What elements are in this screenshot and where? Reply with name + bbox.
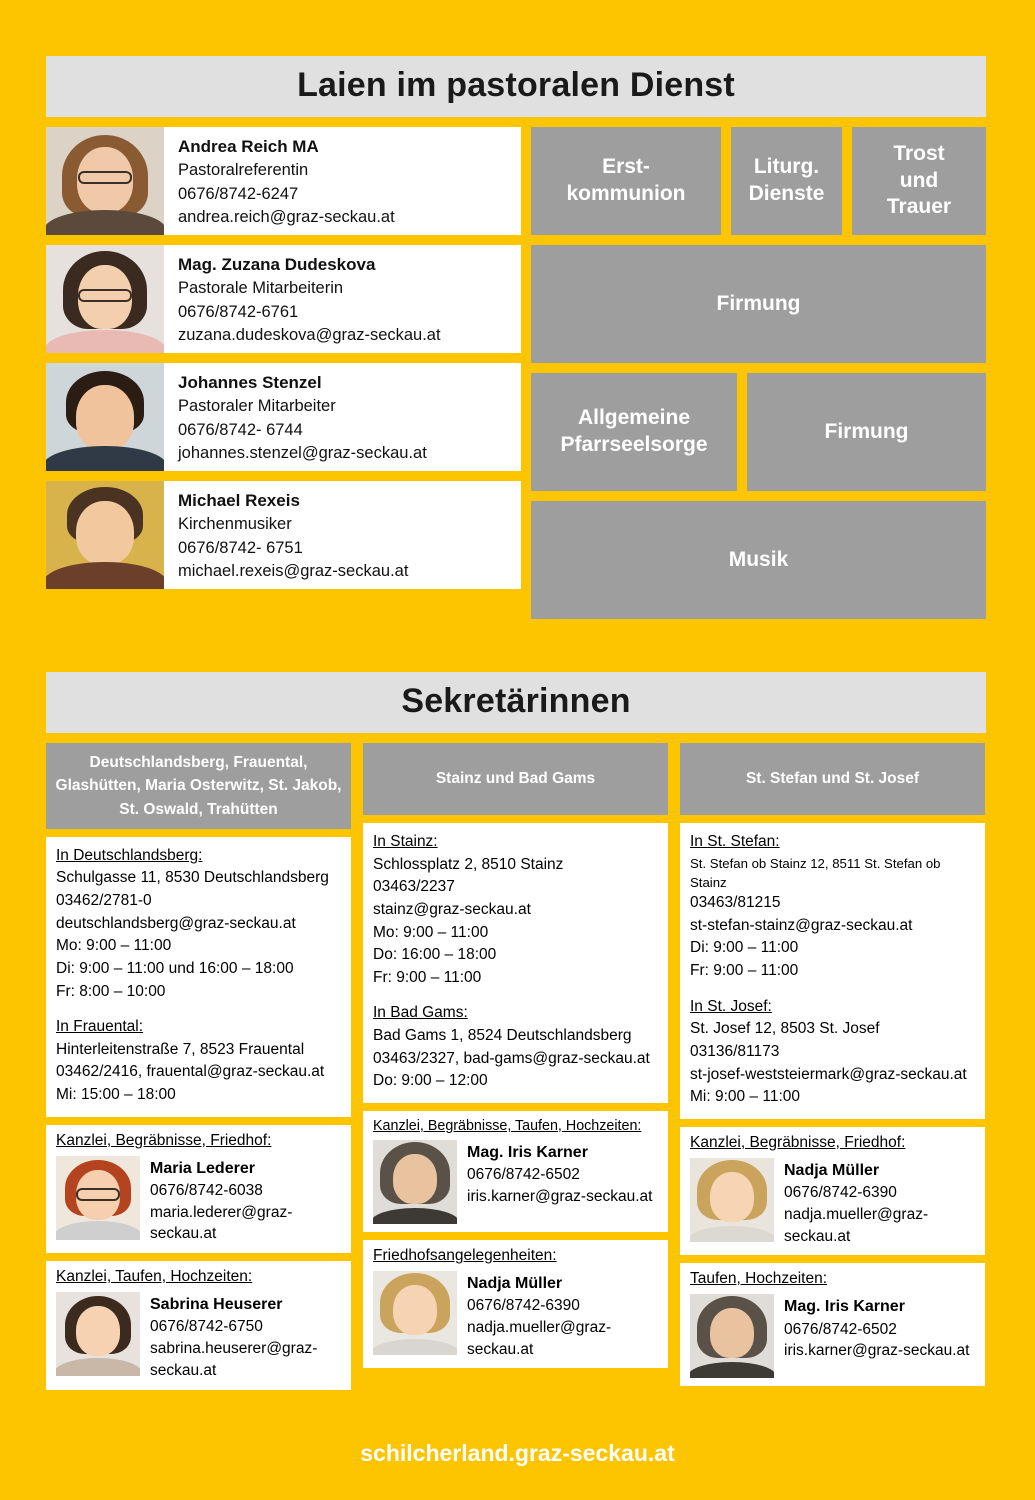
avatar [373, 1140, 457, 1224]
contact-email[interactable]: sabrina.heuserer@graz-seckau.at [150, 1340, 318, 1379]
office-line: 03463/2237 [373, 878, 455, 896]
task-trost-line3: Trauer [886, 195, 952, 219]
avatar [56, 1156, 140, 1240]
office-title: In Stainz: [373, 833, 438, 850]
person-email[interactable]: michael.rexeis@graz-seckau.at [178, 561, 409, 580]
task-firmung-wide: Firmung [531, 245, 986, 363]
office-line: Fr: 9:00 – 11:00 [373, 968, 482, 986]
contact-card [46, 1261, 351, 1389]
task-allgemeine-line1: Allgemeine [577, 406, 691, 430]
office-line: Hinterleitenstraße 7, 8523 Frauental [56, 1040, 305, 1058]
office-title: In Deutschlandsberg: [56, 846, 203, 864]
secretariat-header: Deutschlandsberg, Frauental, Glashütten, Maria Osterwitz, St. Jakob, St. Oswald, Trahütten [46, 743, 351, 829]
task-allgemeine-line2: Pfarrseelsorge [560, 433, 708, 456]
contact-role: Kanzlei, Begräbnisse, Friedhof: [56, 1131, 272, 1149]
person-role: Pastoralreferentin [178, 161, 309, 180]
office-line: Di: 9:00 – 11:00 und 16:00 – 18:00 [56, 959, 294, 977]
secretariat-details [363, 823, 668, 1103]
person-role: Kirchenmusiker [178, 515, 292, 534]
office-line[interactable]: deutschlandsberg@graz-seckau.at [56, 914, 296, 932]
person-role: Pastoraler Mitarbeiter [178, 397, 336, 416]
pastoral-section-title: Laien im pastoralen Dienst [46, 56, 986, 117]
contact-card [46, 1125, 351, 1253]
contact-role: Kanzlei, Taufen, Hochzeiten: [56, 1268, 253, 1286]
person-name: Michael Rexeis [178, 491, 300, 510]
task-row [531, 501, 986, 619]
office-line: Schulgasse 11, 8530 Deutschlandsberg [56, 869, 329, 887]
task-erstkommunion-line2: kommunion [566, 182, 686, 205]
office-line: Mo: 9:00 – 11:00 [56, 937, 172, 955]
person-email[interactable]: johannes.stenzel@graz-seckau.at [178, 443, 427, 462]
task-trost-line1: Trost [893, 141, 945, 165]
contact-email[interactable]: nadja.mueller@graz-seckau.at [784, 1205, 929, 1245]
task-liturg-line1: Liturg. [753, 155, 820, 179]
person-card [46, 127, 521, 235]
person-info [164, 127, 405, 235]
person-info [164, 363, 437, 471]
pastoral-tasks [531, 127, 986, 619]
contact-email[interactable]: iris.karner@graz-seckau.at [784, 1342, 970, 1360]
person-card [46, 363, 521, 471]
secretariat-column [363, 743, 668, 1390]
contact-card [363, 1240, 668, 1368]
office-line: Schlossplatz 2, 8510 Stainz [373, 855, 564, 873]
office-line: Fr: 9:00 – 11:00 [690, 962, 799, 980]
secretariat-section-title: Sekretärinnen [46, 672, 986, 733]
contact-role: Taufen, Hochzeiten: [690, 1270, 828, 1288]
contact-phone: 0676/8742-6390 [467, 1297, 580, 1315]
office-line: St. Stefan ob Stainz 12, 8511 St. Stefan ob Stainz [690, 855, 941, 890]
office-line: Mi: 15:00 – 18:00 [56, 1086, 176, 1103]
contact-email[interactable]: iris.karner@graz-seckau.at [467, 1187, 653, 1205]
contact-card [363, 1111, 668, 1232]
secretariat-section [46, 672, 986, 1390]
contact-role: Kanzlei, Begräbnisse, Friedhof: [690, 1133, 906, 1151]
office-line[interactable]: stainz@graz-seckau.at [373, 900, 531, 918]
contact-name: Mag. Iris Karner [784, 1298, 905, 1316]
person-info [164, 481, 418, 589]
task-trost-line2: und [899, 168, 939, 192]
pastoral-grid [46, 127, 986, 619]
person-phone: 0676/8742- 6744 [178, 420, 303, 439]
person-name: Mag. Zuzana Dudeskova [178, 255, 376, 274]
contact-name: Nadja Müller [467, 1274, 563, 1292]
office-line[interactable]: 03462/2416, frauental@graz-seckau.at [56, 1063, 325, 1081]
avatar [690, 1158, 774, 1242]
contact-name: Nadja Müller [784, 1161, 880, 1179]
secretariat-grid [46, 743, 986, 1390]
contact-card [680, 1127, 985, 1255]
avatar [373, 1271, 457, 1355]
person-info [164, 245, 451, 353]
pastoral-people-list [46, 127, 521, 619]
avatar [46, 127, 164, 235]
task-erstkommunion-line1: Erst- [602, 155, 650, 179]
secretariat-header: Stainz und Bad Gams [363, 743, 668, 815]
office-line: 03463/81215 [690, 894, 781, 912]
person-name: Andrea Reich MA [178, 137, 319, 156]
contact-phone: 0676/8742-6390 [784, 1184, 897, 1202]
task-liturg-line2: Dienste [748, 182, 825, 205]
task-erstkommunion [531, 127, 721, 235]
contact-phone: 0676/8742-6502 [784, 1320, 897, 1338]
secretariat-details [46, 837, 351, 1117]
contact-name: Mag. Iris Karner [467, 1143, 588, 1161]
office-title: In Frauental: [56, 1018, 144, 1036]
office-line: 03462/2781-0 [56, 892, 152, 909]
office-line[interactable]: st-stefan-stainz@graz-seckau.at [690, 916, 913, 934]
avatar [46, 245, 164, 353]
contact-card [680, 1263, 985, 1386]
contact-phone: 0676/8742-6502 [467, 1166, 580, 1184]
contact-role: Friedhofsangelegenheiten: [373, 1246, 557, 1264]
pastoral-section [46, 56, 986, 619]
person-role: Pastorale Mitarbeiterin [178, 279, 344, 298]
person-phone: 0676/8742-6247 [178, 184, 299, 203]
office-line: 03136/81173 [690, 1042, 780, 1060]
contact-name: Maria Lederer [150, 1159, 255, 1177]
office-line: Fr: 8:00 – 10:00 [56, 982, 166, 1000]
person-email[interactable]: zuzana.dudeskova@graz-seckau.at [178, 325, 441, 344]
task-musik: Musik [531, 501, 986, 619]
person-card [46, 481, 521, 589]
office-line[interactable]: st-josef-weststeiermark@graz-seckau.at [690, 1065, 967, 1083]
person-name: Johannes Stenzel [178, 373, 322, 392]
contact-name: Sabrina Heuserer [150, 1296, 283, 1314]
person-phone: 0676/8742-6761 [178, 302, 299, 321]
avatar [46, 481, 164, 589]
office-line: Di: 9:00 – 11:00 [690, 939, 799, 957]
contact-phone: 0676/8742-6038 [150, 1182, 263, 1200]
avatar [690, 1294, 774, 1378]
office-title: In St. Josef: [690, 997, 772, 1015]
office-line: Do: 16:00 – 18:00 [373, 946, 497, 964]
office-line: Mo: 9:00 – 11:00 [373, 923, 489, 941]
office-line: Do: 9:00 – 12:00 [373, 1072, 488, 1090]
secretariat-column [46, 743, 351, 1390]
avatar [56, 1292, 140, 1376]
person-email[interactable]: andrea.reich@graz-seckau.at [178, 207, 395, 226]
person-card [46, 245, 521, 353]
contact-email[interactable]: maria.lederer@graz-seckau.at [150, 1203, 293, 1243]
office-title: In Bad Gams: [373, 1004, 468, 1022]
task-allgemeine-pfarrseelsorge [531, 373, 737, 491]
contact-role: Kanzlei, Begräbnisse, Taufen, Hochzeiten: [373, 1117, 642, 1134]
contact-phone: 0676/8742-6750 [150, 1318, 263, 1336]
task-row [531, 127, 986, 235]
contact-email[interactable]: nadja.mueller@graz-seckau.at [467, 1318, 612, 1358]
office-line: St. Josef 12, 8503 St. Josef [690, 1020, 880, 1038]
office-line[interactable]: 03463/2327, bad-gams@graz-seckau.at [373, 1049, 650, 1067]
task-row [531, 373, 986, 491]
task-liturgische-dienste [731, 127, 842, 235]
secretariat-column [680, 743, 985, 1390]
office-line: Bad Gams 1, 8524 Deutschlandsberg [373, 1027, 632, 1044]
person-phone: 0676/8742- 6751 [178, 538, 303, 557]
office-line: Mi: 9:00 – 11:00 [690, 1088, 801, 1106]
office-title: In St. Stefan: [690, 833, 780, 850]
task-firmung-second: Firmung [747, 373, 986, 491]
footer-website[interactable]: schilcherland.graz-seckau.at [360, 1440, 675, 1466]
secretariat-header: St. Stefan und St. Josef [680, 743, 985, 815]
task-trost-und-trauer [852, 127, 986, 235]
avatar [46, 363, 164, 471]
task-row [531, 245, 986, 363]
secretariat-details [680, 823, 985, 1119]
